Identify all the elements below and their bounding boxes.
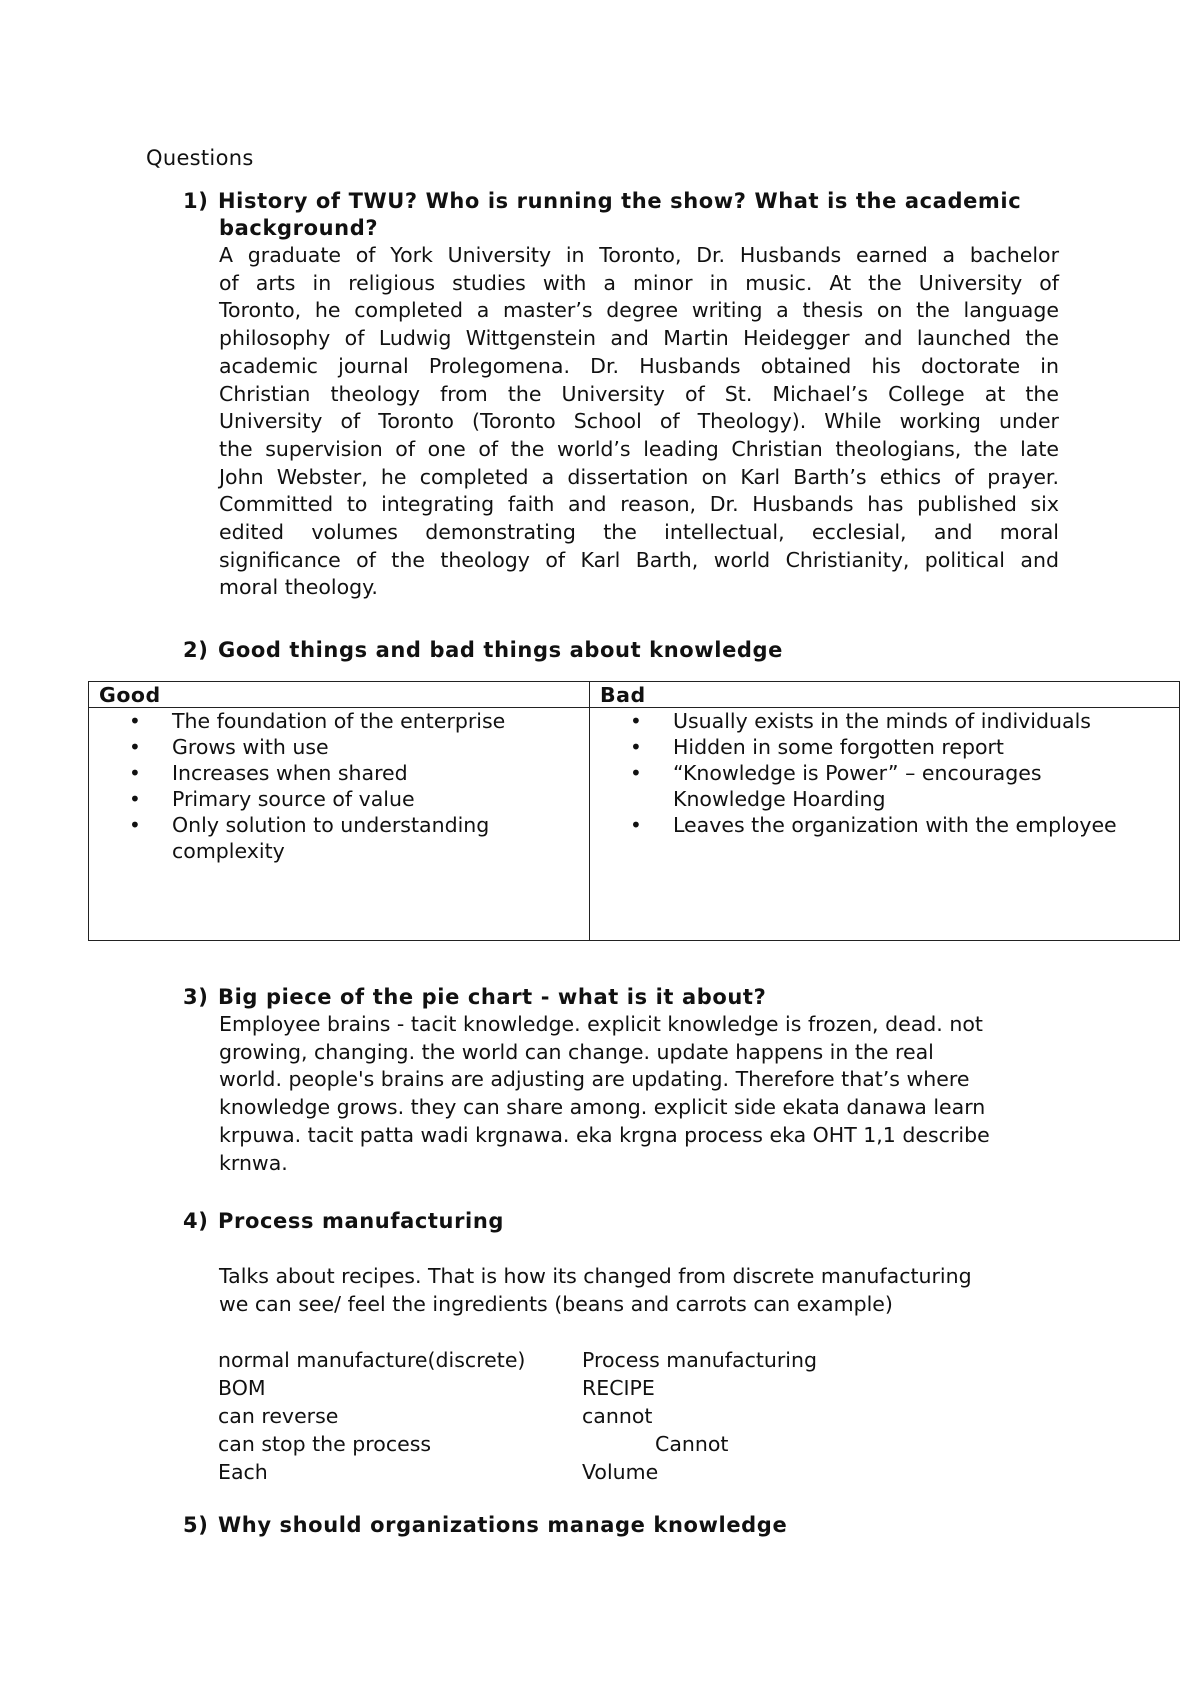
- comparison-left: Each: [218, 1460, 268, 1484]
- question-4-number: 4): [183, 1209, 209, 1233]
- question-2: [183, 637, 784, 664]
- bad-list: [590, 708, 1179, 838]
- intro-line: we can see/ feel the ingredients (beans and carrots can example): [219, 1291, 893, 1316]
- bad-item: • “Knowledge is Power” – encourages Knowledge Hoarding: [673, 760, 1179, 812]
- answer-line: edited volumes demonstrating the intellectual, ecclesial, and moral: [219, 520, 1059, 545]
- answer-line: philosophy of Ludwig Wittgenstein and Martin Heidegger and launched the: [219, 326, 1059, 351]
- comparison-left: normal manufacture(discrete): [218, 1348, 526, 1372]
- good-list: [89, 708, 589, 864]
- question-2-number: 2): [183, 638, 209, 662]
- question-5-title: 5) Why should organizations manage knowledge: [183, 1513, 788, 1537]
- comparison-left: can reverse: [218, 1404, 339, 1428]
- good-item: • Primary source of value: [172, 786, 589, 812]
- answer-line: A graduate of York University in Toronto, Dr. Husbands earned a bachelor: [219, 243, 1059, 267]
- comparison-right: RECIPE: [582, 1376, 655, 1400]
- bad-item: • Leaves the organization with the employee: [673, 812, 1179, 838]
- question-1-number: 1): [183, 189, 209, 213]
- answer-line: John Webster, he completed a dissertation on Karl Barth’s ethics of prayer.: [219, 464, 1059, 489]
- good-item: • The foundation of the enterprise: [172, 708, 589, 734]
- question-1-title-line-1: History of TWU? Who is running the show? What is the academic: [218, 189, 1022, 213]
- page-heading: Questions: [146, 146, 254, 170]
- question-3-number: 3): [183, 985, 209, 1009]
- bad-cell: [590, 708, 1180, 941]
- comparison-right: Process manufacturing: [582, 1348, 818, 1372]
- question-3-answer: [219, 1011, 1069, 1177]
- question-4: [183, 1208, 1079, 1318]
- answer-line: academic journal Prolegomena. Dr. Husbands obtained his doctorate in: [219, 353, 1059, 378]
- good-item: • Only solution to understanding complexity: [172, 812, 589, 864]
- answer-line: krpuwa. tacit patta wadi krgnawa. eka krgna process eka OHT 1,1 describe: [219, 1122, 990, 1147]
- question-1: [183, 188, 1059, 602]
- question-2-title: 2) Good things and bad things about knowledge: [183, 638, 784, 662]
- comparison-right: Cannot: [655, 1432, 729, 1456]
- comparison-left: can stop the process: [218, 1432, 432, 1456]
- bad-item: • Hidden in some forgotten report: [673, 734, 1179, 760]
- comparison-left: BOM: [218, 1376, 266, 1400]
- good-column-header: Good: [89, 682, 590, 708]
- answer-line: growing, changing. the world can change. update happens in the real: [219, 1039, 934, 1064]
- answer-line: of arts in religious studies with a minor in music. At the University of: [219, 270, 1059, 295]
- comparison-right: cannot: [582, 1404, 653, 1428]
- intro-line: Talks about recipes. That is how its changed from discrete manufacturing: [219, 1264, 972, 1288]
- question-5-number: 5): [183, 1513, 209, 1537]
- good-cell: [89, 708, 590, 941]
- question-1-title: [183, 188, 1059, 242]
- bad-item: • Usually exists in the minds of individuals: [673, 708, 1179, 734]
- question-1-title-line-2: background?: [219, 216, 379, 240]
- answer-line: krnwa.: [219, 1150, 288, 1175]
- answer-line: the supervision of one of the world’s leading Christian theologians, the late: [219, 436, 1059, 461]
- bad-column-header: Bad: [590, 682, 1180, 708]
- answer-line: world. people's brains are adjusting are updating. Therefore that’s where: [219, 1067, 970, 1092]
- good-bad-table: [88, 681, 1180, 941]
- answer-line: Toronto, he completed a master’s degree writing a thesis on the language: [219, 298, 1059, 323]
- answer-line: significance of the theology of Karl Barth, world Christianity, political and: [219, 547, 1059, 572]
- comparison-right: Volume: [582, 1460, 659, 1484]
- answer-line: Committed to integrating faith and reason, Dr. Husbands has published six: [219, 492, 1059, 517]
- question-4-intro: [219, 1263, 1079, 1318]
- question-1-answer: [219, 242, 1059, 602]
- answer-line: moral theology.: [219, 575, 378, 600]
- good-item: • Increases when shared: [172, 760, 589, 786]
- answer-line: University of Toronto (Toronto School of Theology). While working under: [219, 409, 1059, 434]
- question-5: [183, 1512, 788, 1539]
- answer-line: Christian theology from the University of St. Michael’s College at the: [219, 381, 1059, 406]
- answer-line: knowledge grows. they can share among. explicit side ekata danawa learn: [219, 1095, 986, 1120]
- question-4-title: 4) Process manufacturing: [183, 1209, 505, 1233]
- question-3: [183, 984, 1069, 1177]
- good-item: • Grows with use: [172, 734, 589, 760]
- question-3-title: 3) Big piece of the pie chart - what is it about?: [183, 985, 767, 1009]
- answer-line: Employee brains - tacit knowledge. explicit knowledge is frozen, dead. not: [219, 1012, 983, 1036]
